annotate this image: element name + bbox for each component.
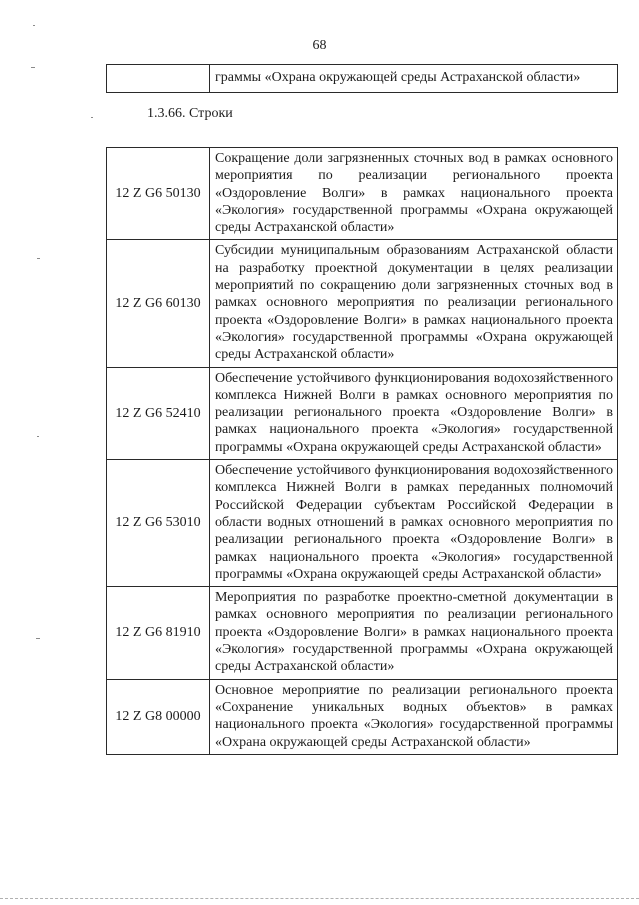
table-row [107,679,618,754]
row-code [107,65,210,93]
page-number: 68 [312,38,327,53]
table-row [107,460,618,587]
codes-table [106,147,618,755]
row-code: 12 Z G6 53010 [107,460,210,587]
row-description: Обеспечение устойчивого функционирования водохозяйственного комплекса Нижней Волги в рамках основного мероприятия по реализации регионального проекта «Оздоровление Волги» в рамках национального проекта «Экология» государственной программы «Охрана окружающей среды Астраханской области» [210,367,618,459]
row-description: Субсидии муниципальным образованиям Астраханской области на разработку проектной документации в целях реализации мероприятий по сокращению доли загрязненных сточных вод в рамках основного мероприятия по реализации регионального проекта «Оздоровление Волги» в рамках национального проекта «Экология» государственной программы «Охрана окружающей среды Астраханской области» [210,240,618,367]
row-description: Обеспечение устойчивого функционирования водохозяйственного комплекса Нижней Волги в рамках переданных полномочий Российской Федерации субъектам Российской Федерации в области водных отношений в рамках основного мероприятия по реализации регионального проекта «Оздоровление Волги» в рамках национального проекта «Экология» государственной программы «Охрана окружающей среды Астраханской области» [210,460,618,587]
row-code: 12 Z G6 81910 [107,587,210,679]
scan-mark [33,25,35,26]
table-row [107,65,618,93]
row-description: Мероприятия по разработке проектно-сметной документации в рамках основного мероприятия по реализации регионального проекта «Оздоровление Волги» в рамках национального проекта «Экология» государственной программы «Охрана окружающей среды Астраханской области» [210,587,618,679]
continuation-table [106,64,618,93]
table-row [107,240,618,367]
scan-mark [37,258,40,259]
table-row [107,367,618,459]
scan-edge-divider [0,898,639,899]
scan-mark [37,436,39,437]
row-code: 12 Z G6 52410 [107,367,210,459]
row-description: Сокращение доли загрязненных сточных вод в рамках основного мероприятия по реализации регионального проекта «Оздоровление Волги» в рамках национального проекта «Экология» государственной программы «Охрана окружающей среды Астраханской области» [210,148,618,240]
row-description: Основное мероприятие по реализации регионального проекта «Сохранение уникальных водных объектов» в рамках национального проекта «Экология» государственной программы «Охрана окружающей среды Астраханской области» [210,679,618,754]
row-description: граммы «Охрана окружающей среды Астраханской области» [210,65,618,93]
scan-mark [31,67,35,68]
table-row [107,587,618,679]
scan-mark [91,117,93,118]
row-code: 12 Z G8 00000 [107,679,210,754]
row-code: 12 Z G6 60130 [107,240,210,367]
section-heading: 1.3.66. Строки [147,106,233,121]
scan-mark [36,638,40,639]
row-code: 12 Z G6 50130 [107,148,210,240]
table-row [107,148,618,240]
